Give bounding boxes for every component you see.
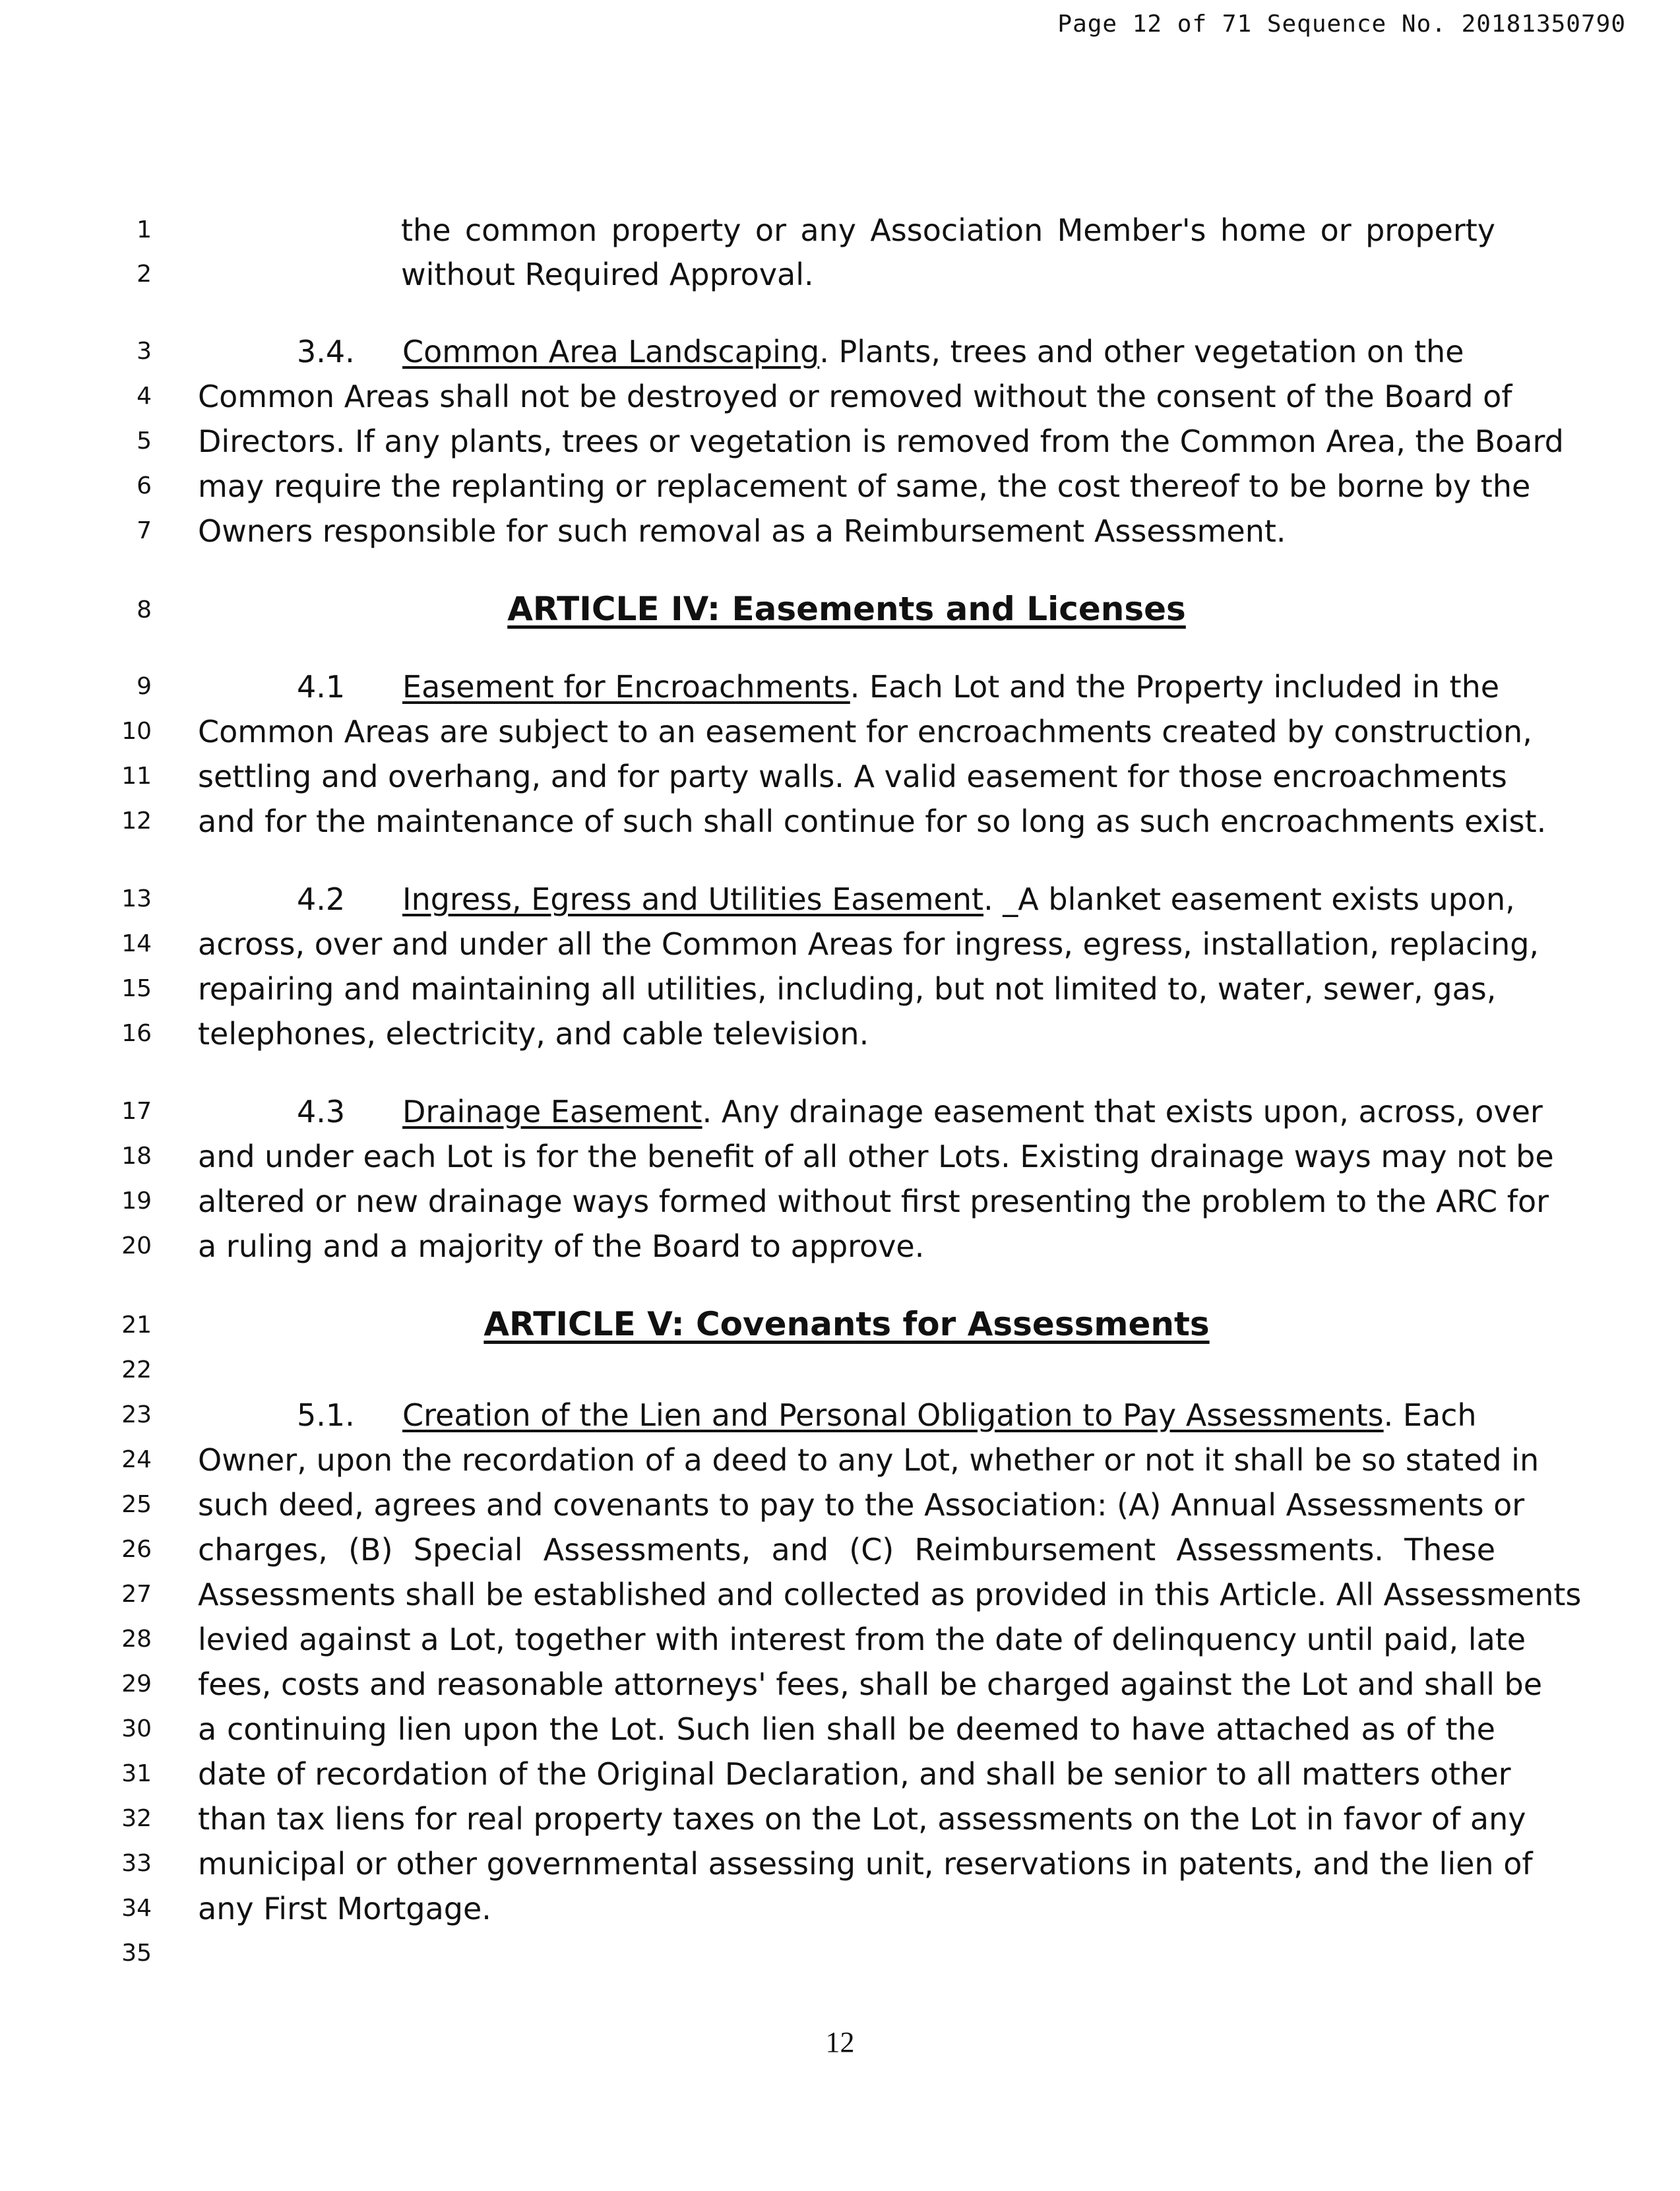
line-35 bbox=[0, 1936, 1680, 1978]
body-text: such deed, agrees and covenants to pay to the Association: (A) Annual Assessments or bbox=[198, 1487, 1525, 1523]
line-number: 25 bbox=[121, 1491, 152, 1518]
article-v-heading: ARTICLE V: Covenants for Assessments bbox=[483, 1305, 1210, 1343]
line-number: 8 bbox=[137, 596, 152, 623]
section-title: Ingress, Egress and Utilities Easement bbox=[402, 881, 984, 917]
line-number: 2 bbox=[137, 261, 152, 288]
body-text: and under each Lot is for the benefit of all other Lots. Existing drainage ways may not be bbox=[198, 1139, 1554, 1174]
line-32 bbox=[0, 1801, 1680, 1843]
line-number: 17 bbox=[121, 1098, 152, 1125]
line-16 bbox=[0, 1016, 1680, 1058]
body-text: a continuing lien upon the Lot. Such lien shall be deemed to have attached as of the bbox=[198, 1711, 1495, 1747]
line-number: 19 bbox=[121, 1188, 152, 1215]
body-text: across, over and under all the Common Areas for ingress, egress, installation, replacing, bbox=[198, 926, 1540, 962]
body-text: Assessments shall be established and collected as provided in this Article. All Assessments bbox=[198, 1577, 1582, 1612]
line-18 bbox=[0, 1139, 1680, 1181]
line-30 bbox=[0, 1711, 1680, 1754]
line-number: 1 bbox=[137, 216, 152, 243]
line-15 bbox=[0, 971, 1680, 1013]
body-text: may require the replanting or replacement of same, the cost thereof to be borne by the bbox=[198, 468, 1531, 504]
section-5-1-lead bbox=[198, 1397, 1495, 1433]
section-title: Drainage Easement bbox=[402, 1094, 702, 1129]
line-number: 31 bbox=[121, 1760, 152, 1787]
line-number: 35 bbox=[121, 1940, 152, 1967]
body-text: any First Mortgage. bbox=[198, 1891, 491, 1926]
line-number: 23 bbox=[121, 1401, 152, 1428]
section-3-4-lead bbox=[198, 334, 1495, 369]
section-text: . Plants, trees and other vegetation on the bbox=[819, 334, 1464, 369]
line-7 bbox=[0, 513, 1680, 556]
line-26 bbox=[0, 1532, 1680, 1574]
section-number: 4.3 bbox=[297, 1094, 346, 1129]
body-text: Common Areas are subject to an easement for encroachments created by construction, bbox=[198, 714, 1532, 749]
section-text: . _A blanket easement exists upon, bbox=[983, 881, 1515, 917]
page-number: 12 bbox=[825, 2026, 855, 2058]
body-text: than tax liens for real property taxes on the Lot, assessments on the Lot in favor of any bbox=[198, 1801, 1526, 1837]
section-title: Easement for Encroachments bbox=[402, 669, 850, 705]
body-text: Directors. If any plants, trees or vegetation is removed from the Common Area, the Board bbox=[198, 424, 1564, 459]
line-28 bbox=[0, 1622, 1680, 1664]
section-text: . Each Lot and the Property included in the bbox=[850, 669, 1500, 705]
line-14 bbox=[0, 926, 1680, 968]
line-13 bbox=[0, 881, 1680, 924]
line-number: 13 bbox=[121, 885, 152, 912]
line-34 bbox=[0, 1891, 1680, 1933]
section-number: 3.4. bbox=[297, 334, 355, 369]
line-number: 30 bbox=[121, 1715, 152, 1742]
body-text: date of recordation of the Original Declaration, and shall be senior to all matters other bbox=[198, 1756, 1511, 1792]
body-text: repairing and maintaining all utilities, including, but not limited to, water, sewer, gas, bbox=[198, 971, 1497, 1007]
line-2 bbox=[0, 257, 1680, 299]
section-4-1-lead bbox=[198, 669, 1500, 705]
section-number: 4.2 bbox=[297, 881, 346, 917]
line-1 bbox=[0, 212, 1680, 255]
body-text: Common Areas shall not be destroyed or removed without the consent of the Board of bbox=[198, 379, 1512, 414]
article-iv-heading: ARTICLE IV: Easements and Licenses bbox=[507, 590, 1186, 628]
line-number: 32 bbox=[121, 1805, 152, 1832]
line-number: 14 bbox=[121, 930, 152, 957]
line-3 bbox=[0, 334, 1680, 376]
section-4-2-lead bbox=[198, 881, 1515, 917]
line-number: 7 bbox=[137, 517, 152, 544]
body-text: altered or new drainage ways formed without first presenting the problem to the ARC for bbox=[198, 1184, 1549, 1219]
line-number: 15 bbox=[121, 975, 152, 1002]
body-text: Owner, upon the recordation of a deed to any Lot, whether or not it shall be so stated in bbox=[198, 1442, 1540, 1478]
line-number: 27 bbox=[121, 1581, 152, 1608]
line-23 bbox=[0, 1397, 1680, 1440]
body-text: fees, costs and reasonable attorneys' fees, shall be charged against the Lot and shall be bbox=[198, 1667, 1543, 1702]
line-number: 29 bbox=[121, 1670, 152, 1698]
section-number: 5.1. bbox=[297, 1397, 355, 1433]
line-25 bbox=[0, 1487, 1680, 1529]
line-number: 22 bbox=[121, 1356, 152, 1383]
line-number: 3 bbox=[137, 338, 152, 365]
line-6 bbox=[0, 468, 1680, 511]
section-text: . Any drainage easement that exists upon, across, over bbox=[702, 1094, 1543, 1129]
line-number: 16 bbox=[121, 1020, 152, 1047]
line-number: 9 bbox=[137, 673, 152, 700]
line-12 bbox=[0, 804, 1680, 846]
line-number: 33 bbox=[121, 1850, 152, 1877]
line-number: 24 bbox=[121, 1446, 152, 1473]
line-10 bbox=[0, 714, 1680, 756]
line-11 bbox=[0, 759, 1680, 801]
line-number: 34 bbox=[121, 1895, 152, 1922]
section-text: . Each bbox=[1383, 1397, 1477, 1433]
line-20 bbox=[0, 1228, 1680, 1271]
line-8 bbox=[0, 592, 1680, 635]
line-4 bbox=[0, 379, 1680, 421]
body-text: municipal or other governmental assessing unit, reservations in patents, and the lien of bbox=[198, 1846, 1533, 1882]
line-29 bbox=[0, 1667, 1680, 1709]
body-text: charges, (B) Special Assessments, and (C) Reimbursement Assessments. These bbox=[198, 1532, 1495, 1568]
line-number: 10 bbox=[121, 718, 152, 745]
line-24 bbox=[0, 1442, 1680, 1484]
line-number: 26 bbox=[121, 1536, 152, 1563]
line-17 bbox=[0, 1094, 1680, 1136]
body-text: without Required Approval. bbox=[401, 257, 814, 292]
line-5 bbox=[0, 424, 1680, 466]
body-text: a ruling and a majority of the Board to approve. bbox=[198, 1228, 925, 1264]
body-text: levied against a Lot, together with interest from the date of delinquency until paid, late bbox=[198, 1622, 1526, 1657]
line-number: 21 bbox=[121, 1312, 152, 1339]
body-text: settling and overhang, and for party walls. A valid easement for those encroachments bbox=[198, 759, 1507, 794]
page-header: Page 12 of 71 Sequence No. 20181350790 bbox=[1057, 11, 1626, 38]
line-number: 18 bbox=[121, 1143, 152, 1170]
line-19 bbox=[0, 1184, 1680, 1226]
line-number: 11 bbox=[121, 763, 152, 790]
section-title: Creation of the Lien and Personal Obligation to Pay Assessments bbox=[402, 1397, 1384, 1433]
line-9 bbox=[0, 669, 1680, 711]
section-title: Common Area Landscaping bbox=[402, 334, 820, 369]
line-33 bbox=[0, 1846, 1680, 1888]
line-22 bbox=[0, 1352, 1680, 1395]
body-text: telephones, electricity, and cable television. bbox=[198, 1016, 869, 1052]
line-number: 28 bbox=[121, 1626, 152, 1653]
line-27 bbox=[0, 1577, 1680, 1619]
body-text: the common property or any Association Member's home or property bbox=[401, 212, 1495, 248]
line-number: 12 bbox=[121, 808, 152, 835]
line-number: 5 bbox=[137, 428, 152, 455]
line-21 bbox=[0, 1305, 1680, 1350]
section-number: 4.1 bbox=[297, 669, 346, 705]
body-text: Owners responsible for such removal as a Reimbursement Assessment. bbox=[198, 513, 1286, 549]
line-number: 6 bbox=[137, 472, 152, 499]
line-31 bbox=[0, 1756, 1680, 1798]
line-number: 20 bbox=[121, 1232, 152, 1259]
section-4-3-lead bbox=[198, 1094, 1543, 1129]
line-number: 4 bbox=[137, 383, 152, 410]
body-text: and for the maintenance of such shall continue for so long as such encroachments exist. bbox=[198, 804, 1547, 839]
